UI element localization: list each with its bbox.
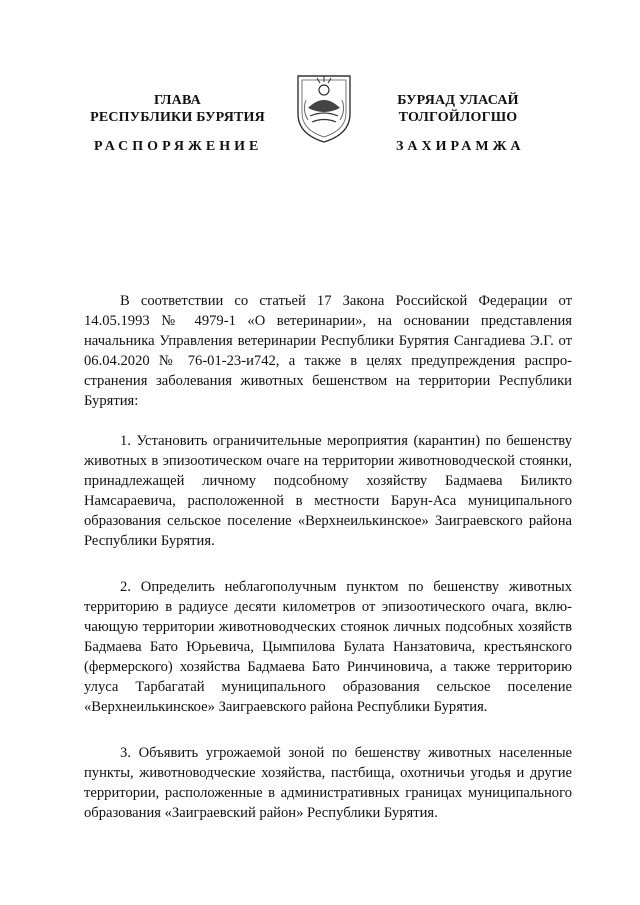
paragraph-text: 2. Определить неблагополучным пунктом по бешенству животных территорию в радиусе десяти километров от эпизоотического очага, включающую территории животноводческих стоянок личных подсобных хозяйств Бадмаева Бато Юрьевича, Цымпилова Булата Нанзатовича, крестьянского (фермерского) хозяйства Бадмаева Бато Ринчиновича, а также территорию улуса Тарбагатай муниципального образования сельское поселение «Верхнеилькинское» Заиграевского района Республики Бурятия.: [84, 579, 572, 715]
document-type-russian: РАСПОРЯЖЕНИЕ: [94, 139, 263, 154]
issuer-title-buryat-line1: БУРЯАД УЛАСАЙ: [397, 93, 519, 108]
paragraph-text: В соответствии со статьей 17 Закона Российской Федерации от 14.05.1993 № 4979-1 «О ветеринарии», на основании представления начальника Управления ветеринарии Республики Бурятия Сангадиева Э.Г. от 06.04.2020 № 76-01-23-и742, а также в целях предупреждения распространения заболевания животных бешенством на территории Республики Бурятия:: [84, 293, 572, 409]
issuer-title-line1: ГЛАВА: [154, 93, 201, 108]
coat-of-arms-icon: [294, 70, 354, 144]
clause-3-paragraph: [84, 743, 572, 823]
clause-2-paragraph: [84, 577, 572, 717]
document-type-buryat: ЗАХИРАМЖА: [396, 139, 525, 154]
issuer-title-line2: РЕСПУБЛИКИ БУРЯТИЯ: [90, 110, 265, 125]
preamble-paragraph: [84, 291, 572, 411]
clause-1-paragraph: [84, 431, 572, 551]
issuer-block-buryat: [358, 92, 558, 126]
issuer-title-buryat-line2: ТОЛГОЙЛОГШО: [398, 110, 518, 125]
paragraph-text: 3. Объявить угрожаемой зоной по бешенству животных населенные пункты, животноводческие хозяйства, пастбища, охотничьи угодья и другие территории, расположенные в административных границах муниципального образования «Заиграевский район» Республики Бурятия.: [84, 745, 572, 821]
paragraph-text: 1. Установить ограничительные мероприятия (карантин) по бешенству животных в эпизоотическом очаге на территории животноводческой стоянки, принадлежащей личному подсобному хозяйству Бадмаева Биликто Намсараевича, расположенной в местности Барун-Аса муниципального образования сельское поселение «Верхнеилькинское» Заиграевского района Республики Бурятия.: [84, 433, 572, 549]
issuer-block-russian: [75, 92, 280, 126]
